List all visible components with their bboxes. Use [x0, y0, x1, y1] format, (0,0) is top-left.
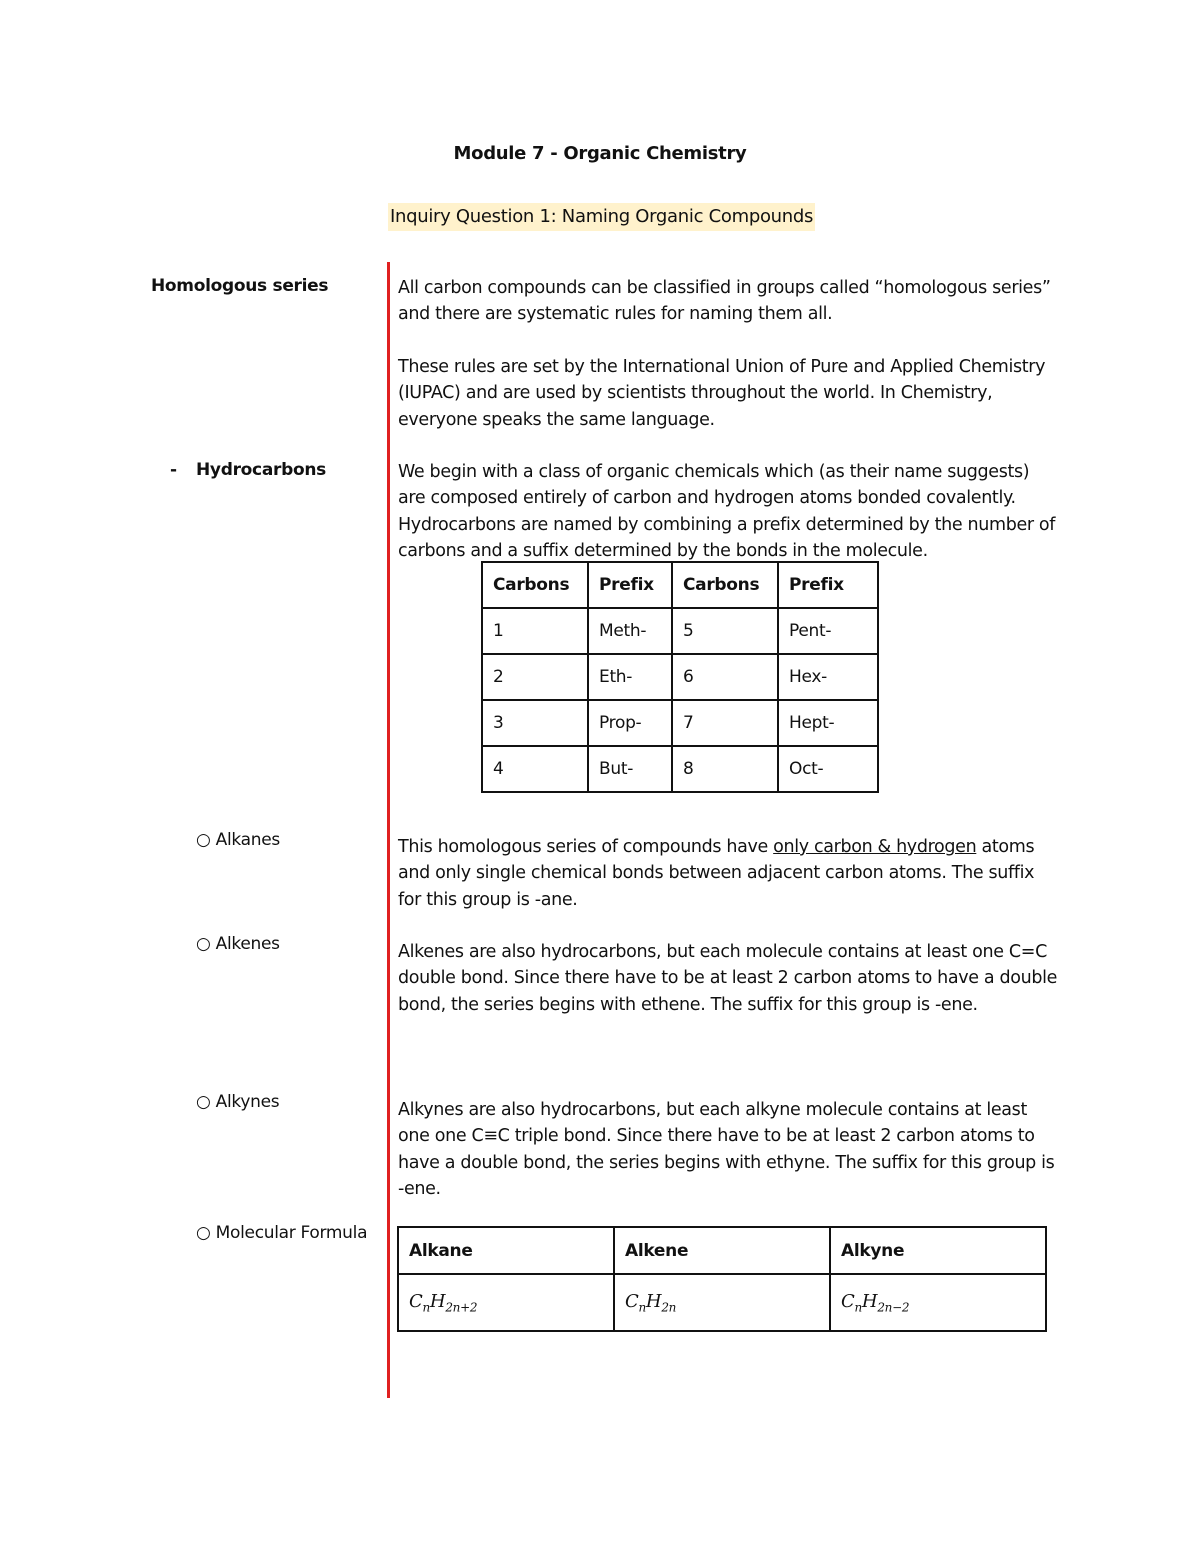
table-cell: Oct-: [778, 746, 878, 792]
table-cell: Prop-: [588, 700, 672, 746]
table-cell: 7: [672, 700, 778, 746]
circle-bullet-icon: ○: [196, 830, 211, 850]
table-row: [482, 746, 878, 792]
label-molecular-formula-text: Molecular Formula: [215, 1223, 368, 1243]
prefix-table-header: Prefix: [588, 562, 672, 608]
iupac-description: [398, 354, 1058, 433]
label-alkynes: [196, 1092, 279, 1112]
formula-subscript: 2n−2: [877, 1300, 910, 1315]
homologous-paragraph-2: These rules are set by the International Union of Pure and Applied Chemistry (IUPAC) and are used by scientists throughout the world. In Chemistry, everyone speaks the same language.: [398, 357, 1046, 430]
prefix-table-header: Carbons: [672, 562, 778, 608]
alkanes-description: [398, 834, 1058, 913]
alkynes-description: [398, 1097, 1058, 1202]
table-cell: Meth-: [588, 608, 672, 654]
formula-subscript: 2n: [661, 1300, 677, 1315]
alkynes-paragraph: Alkynes are also hydrocarbons, but each alkyne molecule contains at least one one C≡C triple bond. Since there have to be at least 2 carbon atoms to have a double bond, the series begins with ethyne. The suffix for this group is -ene.: [398, 1100, 1055, 1199]
formula-header-alkyne: Alkyne: [830, 1227, 1046, 1274]
table-cell: Pent-: [778, 608, 878, 654]
homologous-description: [398, 275, 1058, 328]
table-cell: 4: [482, 746, 588, 792]
prefix-table-header: Prefix: [778, 562, 878, 608]
formula-subscript: n: [422, 1300, 430, 1315]
hydrocarbons-description: [398, 459, 1058, 564]
table-row: [482, 700, 878, 746]
label-molecular-formula: [196, 1223, 367, 1243]
circle-bullet-icon: ○: [196, 934, 211, 954]
label-alkenes: [196, 934, 280, 954]
page-title: Module 7 - Organic Chemistry: [453, 143, 747, 164]
formula-symbol-c: C: [409, 1290, 423, 1312]
formula-symbol-c: C: [841, 1290, 855, 1312]
alkanes-text-start: This homologous series of compounds have: [398, 837, 774, 857]
molecular-formula-table: [397, 1226, 1047, 1332]
formula-alkyne: [830, 1274, 1046, 1331]
formula-symbol-h: H: [429, 1290, 446, 1312]
table-cell: But-: [588, 746, 672, 792]
table-cell: 5: [672, 608, 778, 654]
formula-subscript: 2n+2: [445, 1300, 478, 1315]
label-alkanes: [196, 830, 280, 850]
table-cell: 8: [672, 746, 778, 792]
margin-divider-line: [387, 262, 390, 1398]
label-alkanes-text: Alkanes: [215, 830, 280, 850]
label-alkynes-text: Alkynes: [215, 1092, 280, 1112]
alkanes-text-end: atoms and only single chemical bonds between adjacent carbon atoms. The suffix for this group is -ane.: [398, 837, 1035, 910]
alkenes-paragraph: Alkenes are also hydrocarbons, but each molecule contains at least one C=C double bond. Since there have to be at least 2 carbon atoms to have a double bond, the series begins with ethene. The suffix for this group is -ene.: [398, 942, 1058, 1015]
label-hydrocarbons: Hydrocarbons: [196, 460, 326, 480]
table-cell: 2: [482, 654, 588, 700]
formula-symbol-h: H: [645, 1290, 662, 1312]
formula-table-header-row: [398, 1227, 1046, 1274]
table-cell: 3: [482, 700, 588, 746]
formula-header-alkane: Alkane: [398, 1227, 614, 1274]
label-alkenes-text: Alkenes: [215, 934, 280, 954]
table-cell: Eth-: [588, 654, 672, 700]
circle-bullet-icon: ○: [196, 1223, 211, 1243]
table-cell: Hept-: [778, 700, 878, 746]
prefix-table-header-row: [482, 562, 878, 608]
formula-subscript: n: [854, 1300, 862, 1315]
formula-subscript: n: [638, 1300, 646, 1315]
table-cell: 6: [672, 654, 778, 700]
table-cell: Hex-: [778, 654, 878, 700]
table-row: [482, 608, 878, 654]
prefix-table: [481, 561, 879, 793]
alkanes-text-underlined: only carbon & hydrogen: [773, 837, 977, 857]
formula-alkene: [614, 1274, 830, 1331]
homologous-paragraph-1: All carbon compounds can be classified in groups called “homologous series” and there are systematic rules for naming them all.: [398, 278, 1051, 325]
table-cell: 1: [482, 608, 588, 654]
prefix-table-header: Carbons: [482, 562, 588, 608]
label-homologous-series: Homologous series: [151, 276, 329, 296]
alkanes-paragraph: [398, 834, 1058, 913]
formula-header-alkene: Alkene: [614, 1227, 830, 1274]
table-row: [482, 654, 878, 700]
circle-bullet-icon: ○: [196, 1092, 211, 1112]
hydrocarbons-paragraph: We begin with a class of organic chemicals which (as their name suggests) are composed entirely of carbon and hydrogen atoms bonded covalently. Hydrocarbons are named by combining a prefix determined by the number of carbons and a suffix determined by the bonds in the molecule.: [398, 462, 1056, 561]
inquiry-question-heading: Inquiry Question 1: Naming Organic Compounds: [388, 203, 815, 231]
formula-table-row: [398, 1274, 1046, 1331]
formula-symbol-h: H: [861, 1290, 878, 1312]
formula-alkane: [398, 1274, 614, 1331]
alkenes-description: [398, 939, 1058, 1018]
hydrocarbons-bullet: -: [170, 460, 177, 480]
formula-symbol-c: C: [625, 1290, 639, 1312]
